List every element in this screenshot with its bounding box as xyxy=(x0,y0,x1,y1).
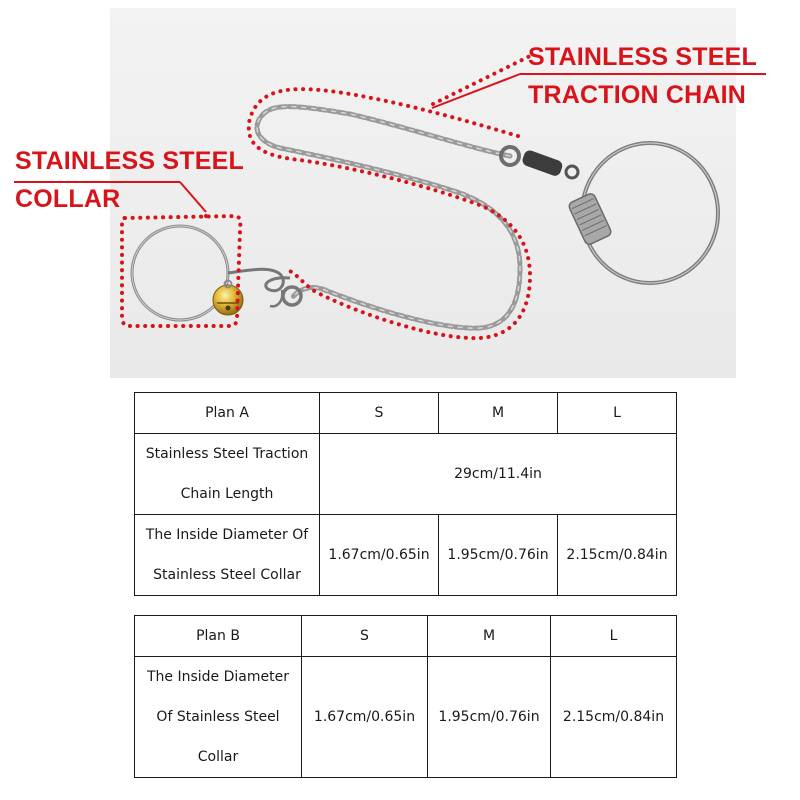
table-row xyxy=(135,657,677,778)
callout-chain-line1: STAINLESS STEEL xyxy=(528,43,757,71)
size-s-header: S xyxy=(302,616,428,657)
collar-diameter-s: 1.67cm/0.65in xyxy=(302,657,428,778)
collar-diameter-m: 1.95cm/0.76in xyxy=(428,657,551,778)
table-row xyxy=(135,434,677,515)
size-l-header: L xyxy=(558,393,677,434)
collar-diameter-label-line1: The Inside Diameter Of xyxy=(145,527,309,543)
size-m-header: M xyxy=(439,393,558,434)
callout-chain-line2: TRACTION CHAIN xyxy=(528,81,747,109)
plan-a-table xyxy=(134,392,677,596)
plan-a-label: Plan A xyxy=(135,393,320,434)
table-row xyxy=(135,515,677,596)
plan-b-label: Plan B xyxy=(135,616,302,657)
collar-diameter-s: 1.67cm/0.65in xyxy=(320,515,439,596)
collar-diameter-label-line1: The Inside Diameter xyxy=(147,669,289,685)
table-header-row xyxy=(135,393,677,434)
collar-diameter-l: 2.15cm/0.84in xyxy=(551,657,677,778)
collar-diameter-label-line2: Of Stainless Steel xyxy=(156,709,280,725)
collar-diameter-label xyxy=(135,657,302,778)
size-s-header: S xyxy=(320,393,439,434)
table-header-row xyxy=(135,616,677,657)
collar-diameter-label xyxy=(135,515,320,596)
chain-length-label-line2: Chain Length xyxy=(180,486,274,502)
size-l-header: L xyxy=(551,616,677,657)
callout-collar-line1: STAINLESS STEEL xyxy=(15,147,244,175)
collar-diameter-label-line3: Collar xyxy=(197,749,239,765)
callout-traction-chain xyxy=(528,38,757,114)
chain-length-label xyxy=(135,434,320,515)
chain-length-label-line1: Stainless Steel Traction xyxy=(145,446,309,462)
plan-b-table xyxy=(134,615,677,778)
collar-diameter-l: 2.15cm/0.84in xyxy=(558,515,677,596)
callout-collar xyxy=(15,142,244,218)
collar-diameter-label-line2: Stainless Steel Collar xyxy=(153,567,301,583)
chain-length-value: 29cm/11.4in xyxy=(320,434,677,515)
callout-collar-line2: COLLAR xyxy=(15,185,121,213)
size-m-header: M xyxy=(428,616,551,657)
collar-diameter-m: 1.95cm/0.76in xyxy=(439,515,558,596)
